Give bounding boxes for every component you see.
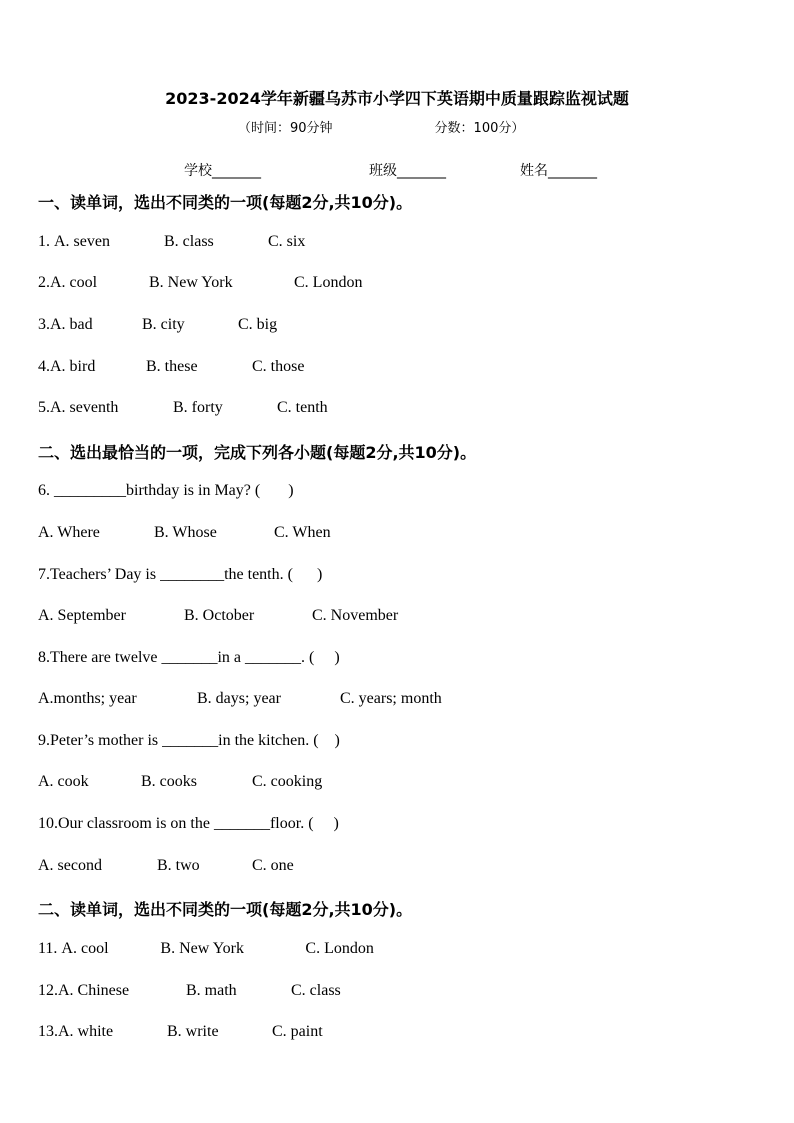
option-a: A. cook — [38, 773, 89, 790]
option-b: B. October — [184, 607, 255, 624]
option-c: C. paint — [272, 1023, 323, 1040]
section-heading: 二、读单词，选出不同类的一项(每题2分,共10分)。 — [38, 900, 413, 919]
question-stem: 10.Our classroom is on the _______floor. ( ) — [38, 815, 339, 832]
question-9-options — [38, 773, 322, 791]
option-c: C. big — [238, 316, 278, 333]
option-c: C. tenth — [277, 399, 328, 416]
option-c: C. London — [305, 940, 374, 957]
exam-time: （时间：90分钟 — [238, 121, 333, 136]
option-a: A. second — [38, 857, 102, 874]
section-heading: 一、读单词，选出不同类的一项(每题2分,共10分)。 — [38, 193, 413, 212]
option-a: A. seventh — [50, 399, 119, 416]
option-b: B. city — [142, 316, 185, 333]
option-b: B. Whose — [154, 524, 217, 541]
name-field: 姓名_______ — [520, 163, 597, 179]
page-title: 2023-2024学年新疆乌苏市小学四下英语期中质量跟踪监视试题 — [165, 89, 629, 108]
question-2: 2.A. cool B. New York C. London — [38, 274, 363, 291]
option-a: A. September — [38, 607, 126, 624]
question-stem: 8.There are twelve _______in a _______. ( ) — [38, 649, 340, 666]
option-b: B. class — [164, 233, 214, 250]
question-11: 11. A. cool B. New York C. London — [38, 940, 374, 957]
question-5: 5.A. seventh B. forty C. tenth — [38, 399, 328, 416]
option-a: A. bad — [50, 316, 93, 333]
option-c: C. When — [274, 524, 331, 541]
option-c: C. six — [268, 233, 306, 250]
option-a: A. Chinese — [58, 982, 130, 999]
class-field: 班级_______ — [369, 163, 446, 179]
option-a: A.months; year — [38, 690, 137, 707]
option-b: B. New York — [160, 940, 244, 957]
option-a: A. seven — [54, 233, 110, 250]
option-c: C. years; month — [340, 690, 442, 707]
question-6-options — [38, 524, 331, 542]
question-7-options — [38, 607, 398, 625]
question-3: 3.A. bad B. city C. big — [38, 316, 278, 333]
option-a: A. cool — [61, 940, 109, 957]
question-10-options — [38, 857, 294, 875]
option-b: B. cooks — [141, 773, 197, 790]
question-1: 1. A. seven B. class C. six — [38, 233, 306, 250]
option-b: B. these — [146, 358, 198, 375]
question-4: 4.A. bird B. these C. those — [38, 358, 305, 375]
option-c: C. one — [252, 857, 294, 874]
option-a: A. bird — [50, 358, 96, 375]
question-12: 12.A. Chinese B. math C. class — [38, 982, 341, 999]
option-b: B. math — [186, 982, 237, 999]
question-8-options — [38, 690, 442, 708]
option-c: C. November — [312, 607, 399, 624]
option-c: C. those — [252, 358, 305, 375]
option-a: A. Where — [38, 524, 100, 541]
section-heading: 二、选出最恰当的一项，完成下列各小题(每题2分,共10分)。 — [38, 443, 477, 462]
option-b: B. two — [157, 857, 200, 874]
option-c: C. class — [291, 982, 341, 999]
exam-score: 分数：100分） — [434, 121, 525, 136]
question-stem: 6. _________birthday is in May? ( ) — [38, 482, 294, 499]
option-c: C. London — [294, 274, 363, 291]
option-b: B. days; year — [197, 690, 281, 707]
question-stem: 9.Peter’s mother is _______in the kitchen. ( ) — [38, 732, 340, 749]
option-a: A. cool — [50, 274, 98, 291]
option-b: B. forty — [173, 399, 223, 416]
option-b: B. New York — [149, 274, 233, 291]
exam-info — [238, 117, 524, 136]
option-a: A. white — [58, 1023, 114, 1040]
question-stem: 7.Teachers’ Day is ________the tenth. ( ) — [38, 566, 323, 583]
option-c: C. cooking — [252, 773, 323, 790]
question-13: 13.A. white B. write C. paint — [38, 1023, 323, 1040]
option-b: B. write — [167, 1023, 219, 1040]
school-field: 学校_______ — [184, 163, 261, 179]
